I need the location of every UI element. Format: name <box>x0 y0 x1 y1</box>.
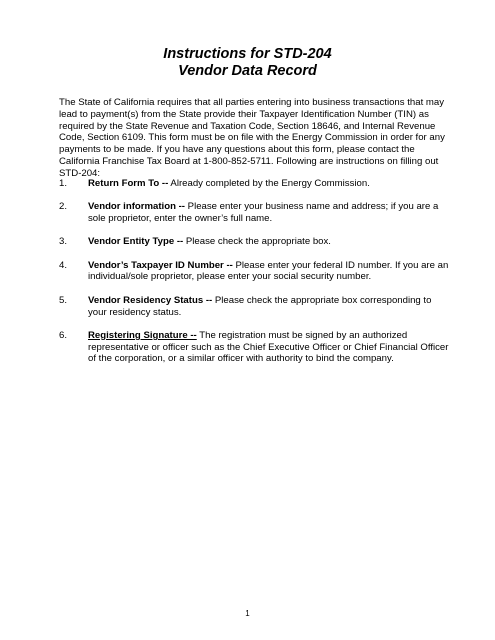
item-number: 6. <box>59 329 68 341</box>
list-item <box>59 236 449 248</box>
list-item <box>59 178 449 190</box>
item-number: 5. <box>59 294 68 306</box>
item-label: Registering Signature -- <box>88 329 197 341</box>
item-body <box>88 260 449 284</box>
item-body <box>88 236 449 248</box>
item-number: 3. <box>59 236 68 248</box>
intro-paragraph: The State of California requires that all parties entering into business transactions that may lead to payment(s) from the State provide their Taxpayer Identification Number (TIN) as required by the State Revenue and Taxation Code, Section 18646, and Internal Revenue Code, Section 6109. This form must be on file with the Energy Commission in order for any payments to be made. If you have any questions about this form, please contact the California Franchise Tax Board at 1-800-852-5711. Following are instructions on filling out STD-204: <box>59 97 445 179</box>
title-line-2: Vendor Data Record <box>178 63 317 79</box>
item-number: 1. <box>59 178 68 189</box>
item-text: The registration must be signed by an authorized representative or officer such as the Chief Executive Officer or Chief Financial Officer of the corporation, or a similar officer with authority to bind the company. <box>88 329 449 365</box>
item-label: Vendor Entity Type -- <box>88 236 184 248</box>
item-label: Vendor information -- <box>88 201 186 213</box>
item-body <box>88 178 449 190</box>
item-text: Please enter your business name and address; if you are a sole proprietor, enter the owner’s full name. <box>88 201 439 225</box>
list-item <box>59 201 449 225</box>
item-body <box>88 201 449 225</box>
title-line-1: Instructions for STD-204 <box>163 46 332 62</box>
document-title <box>0 46 495 80</box>
item-label: Vendor’s Taxpayer ID Number -- <box>88 259 233 271</box>
item-number: 4. <box>59 259 68 271</box>
list-item <box>59 260 449 284</box>
list-item <box>59 330 449 365</box>
item-text: Please enter your federal ID number. If you are an individual/sole proprietor, please enter your social security number. <box>88 259 449 283</box>
item-body <box>88 295 449 319</box>
item-number: 2. <box>59 201 68 213</box>
item-text: Please check the appropriate box corresponding to your residency status. <box>88 294 432 318</box>
item-text: Please check the appropriate box. <box>183 236 331 248</box>
item-label: Return Form To -- <box>88 178 169 189</box>
page-number: 1 <box>245 609 250 618</box>
item-body <box>88 330 449 365</box>
instruction-list <box>59 178 449 365</box>
item-label: Vendor Residency Status -- <box>88 294 213 306</box>
item-text: Already completed by the Energy Commission. <box>168 178 370 189</box>
list-item <box>59 295 449 319</box>
